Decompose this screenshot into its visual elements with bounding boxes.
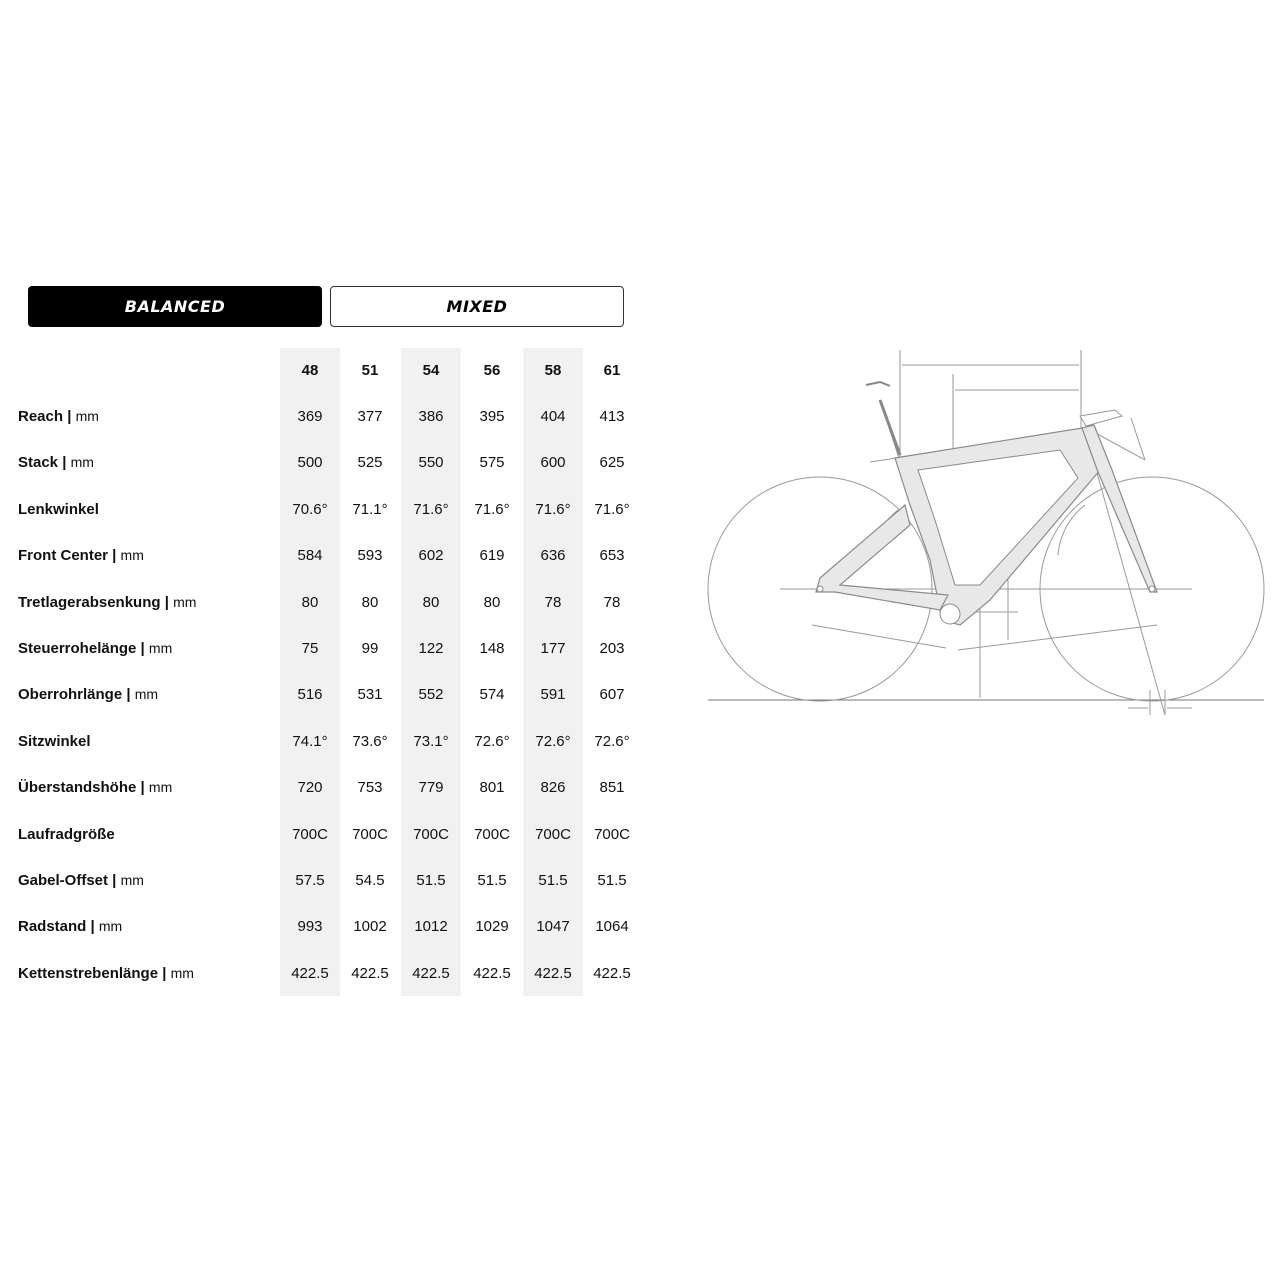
table-cell: 993 (297, 918, 323, 935)
table-cell: 413 (599, 408, 625, 425)
table-cell: 177 (540, 640, 566, 657)
table-cell: 700C (594, 826, 630, 843)
table-cell: 73.1° (413, 733, 449, 750)
row-label-unit: mm (98, 918, 123, 934)
row-label-unit: mm (170, 965, 194, 981)
row-label (18, 686, 158, 703)
row-label-separator: | (108, 547, 121, 564)
row-label-unit: mm (75, 408, 99, 424)
table-cell: 753 (357, 779, 383, 796)
row-label (18, 501, 99, 518)
bike-geometry-diagram (700, 340, 1270, 730)
table-cell: 369 (297, 408, 323, 425)
table-cell: 78 (544, 594, 562, 611)
table-cell: 73.6° (352, 733, 388, 750)
row-label-text: Radstand (18, 918, 87, 935)
table-cell: 607 (599, 686, 625, 703)
row-label (18, 640, 172, 657)
table-cell: 653 (599, 547, 625, 564)
table-cell: 516 (297, 686, 323, 703)
table-cell: 779 (418, 779, 444, 796)
table-cell: 600 (540, 454, 566, 471)
row-label-text: Laufradgröße (18, 826, 115, 843)
row-label-unit: mm (173, 594, 197, 610)
table-cell: 422.5 (593, 965, 631, 982)
table-cell: 51.5 (538, 872, 568, 889)
row-label (18, 408, 99, 425)
row-label-unit: mm (148, 640, 173, 656)
row-label-unit: mm (120, 547, 144, 563)
table-cell: 636 (540, 547, 566, 564)
table-cell: 500 (297, 454, 323, 471)
table-cell: 1047 (536, 918, 570, 935)
table-cell: 422.5 (534, 965, 572, 982)
table-cell: 1012 (414, 918, 448, 935)
table-cell: 395 (479, 408, 505, 425)
table-cell: 51.5 (477, 872, 507, 889)
table-cell: 574 (479, 686, 505, 703)
row-label (18, 733, 91, 750)
row-label-text: Stack (18, 454, 59, 471)
row-label-separator: | (136, 779, 149, 796)
table-cell: 593 (357, 547, 383, 564)
table-cell: 591 (540, 686, 566, 703)
table-cell: 78 (603, 594, 621, 611)
table-cell: 72.6° (594, 733, 630, 750)
table-cell: 700C (413, 826, 449, 843)
table-cell: 72.6° (535, 733, 571, 750)
table-cell: 72.6° (474, 733, 510, 750)
table-cell: 531 (357, 686, 383, 703)
table-cell: 203 (599, 640, 625, 657)
table-cell: 377 (357, 408, 383, 425)
row-label-text: Reach (18, 408, 64, 425)
size-header-0: 48 (301, 362, 319, 379)
table-cell: 80 (301, 594, 319, 611)
table-cell: 422.5 (291, 965, 329, 982)
row-label-separator: | (136, 640, 149, 657)
table-cell: 80 (483, 594, 501, 611)
table-cell: 71.6° (594, 501, 630, 518)
row-label (18, 918, 122, 935)
table-cell: 71.6° (474, 501, 510, 518)
table-cell: 700C (474, 826, 510, 843)
row-label-unit: mm (70, 454, 94, 470)
row-label-text: Kettenstrebenlänge (18, 965, 159, 982)
row-label-unit: mm (148, 779, 173, 795)
row-label-unit: mm (120, 872, 144, 888)
table-cell: 720 (297, 779, 323, 796)
table-cell: 71.1° (352, 501, 388, 518)
table-cell: 51.5 (597, 872, 627, 889)
size-header-1: 51 (361, 362, 379, 379)
row-label-text: Front Center (18, 547, 108, 564)
table-cell: 75 (301, 640, 319, 657)
table-cell: 851 (599, 779, 625, 796)
row-label (18, 965, 194, 982)
table-cell: 584 (297, 547, 323, 564)
table-cell: 51.5 (416, 872, 446, 889)
table-cell: 575 (479, 454, 505, 471)
table-cell: 625 (599, 454, 625, 471)
row-label (18, 454, 94, 471)
row-label-text: Sitzwinkel (18, 733, 91, 750)
row-label-text: Überstandshöhe (18, 779, 137, 796)
table-cell: 80 (422, 594, 440, 611)
size-header-4: 58 (544, 362, 562, 379)
table-cell: 422.5 (412, 965, 450, 982)
row-label-separator: | (160, 594, 174, 611)
table-cell: 826 (540, 779, 566, 796)
table-cell: 422.5 (351, 965, 389, 982)
table-cell: 70.6° (292, 501, 328, 518)
row-label (18, 872, 144, 889)
size-header-3: 56 (483, 362, 501, 379)
table-cell: 57.5 (295, 872, 325, 889)
table-cell: 1029 (475, 918, 509, 935)
table-cell: 80 (361, 594, 379, 611)
table-cell: 99 (361, 640, 379, 657)
table-cell: 525 (357, 454, 383, 471)
table-cell: 700C (535, 826, 571, 843)
row-label-text: Lenkwinkel (18, 501, 99, 518)
tab-balanced[interactable]: BALANCED (28, 286, 322, 327)
table-cell: 404 (540, 408, 566, 425)
size-header-5: 61 (603, 362, 621, 379)
row-label-separator: | (58, 454, 71, 471)
column-shade (401, 348, 461, 996)
table-cell: 71.6° (535, 501, 571, 518)
row-label-separator: | (122, 686, 135, 703)
table-cell: 122 (418, 640, 444, 657)
table-cell: 386 (418, 408, 444, 425)
row-label (18, 779, 172, 796)
column-shade (523, 348, 583, 996)
row-label-text: Tretlagerabsenkung (18, 594, 161, 611)
row-label (18, 547, 144, 564)
table-cell: 801 (479, 779, 505, 796)
table-cell: 552 (418, 686, 444, 703)
row-label-unit: mm (134, 686, 159, 702)
size-header-2: 54 (422, 362, 440, 379)
row-label-separator: | (108, 872, 121, 889)
table-cell: 71.6° (413, 501, 449, 518)
table-cell: 700C (292, 826, 328, 843)
row-label (18, 594, 196, 611)
table-cell: 700C (352, 826, 388, 843)
row-label-separator: | (158, 965, 171, 982)
row-label-text: Oberrohrlänge (18, 686, 123, 703)
table-cell: 1002 (353, 918, 387, 935)
row-label (18, 826, 115, 843)
row-label-text: Gabel-Offset (18, 872, 109, 889)
tab-mixed[interactable]: MIXED (330, 286, 624, 327)
table-cell: 602 (418, 547, 444, 564)
table-cell: 422.5 (473, 965, 511, 982)
row-label-text: Steuerrohelänge (18, 640, 137, 657)
row-label-separator: | (63, 408, 76, 425)
table-cell: 1064 (595, 918, 629, 935)
table-cell: 148 (479, 640, 505, 657)
table-cell: 550 (418, 454, 444, 471)
column-shade (280, 348, 340, 996)
table-cell: 74.1° (292, 733, 328, 750)
row-label-separator: | (86, 918, 99, 935)
table-cell: 54.5 (355, 872, 385, 889)
table-cell: 619 (479, 547, 505, 564)
